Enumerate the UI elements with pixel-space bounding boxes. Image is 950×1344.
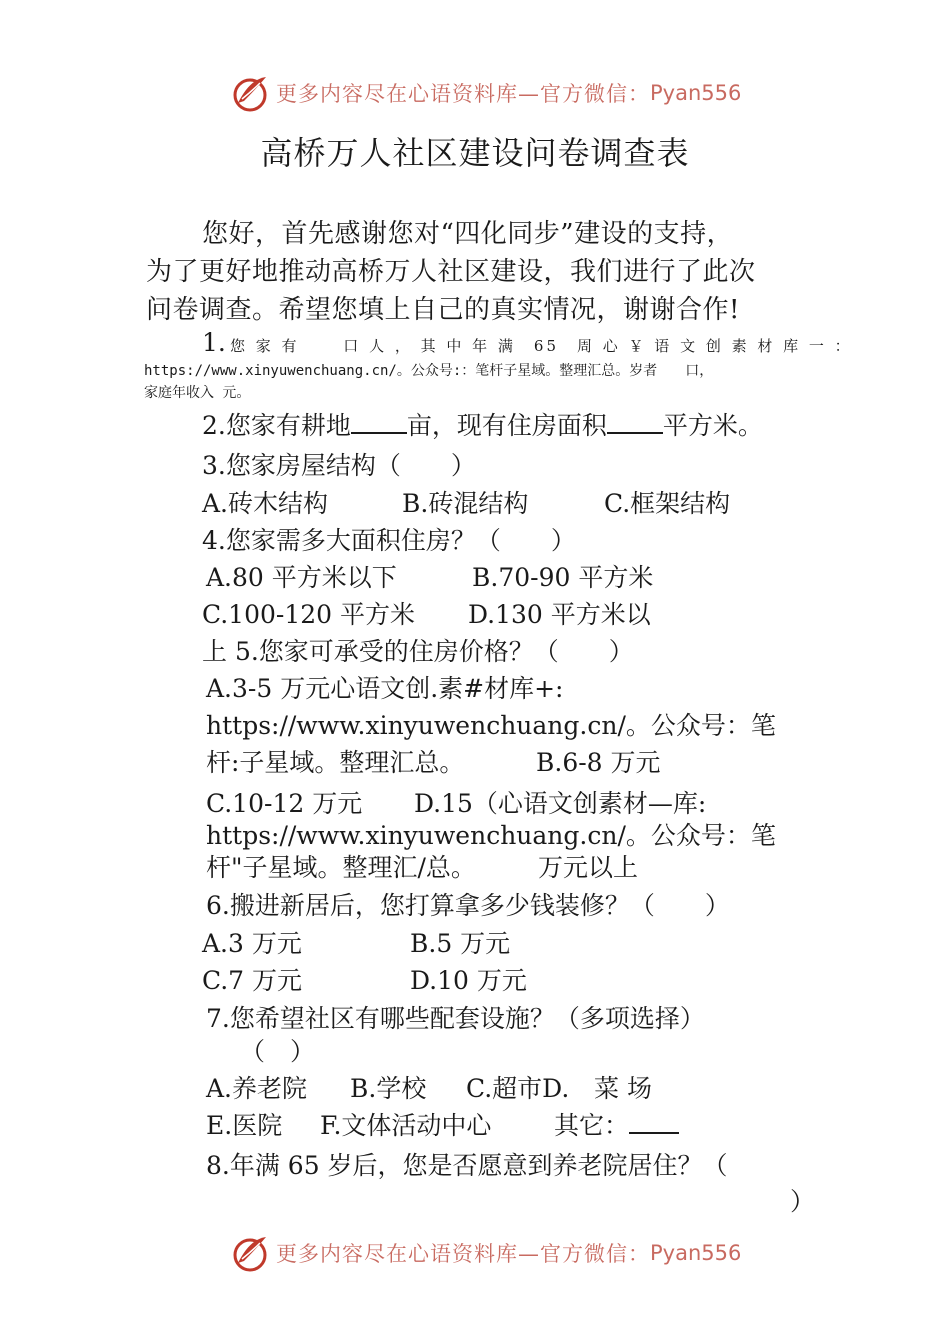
q4-option-d[interactable]: D.130 平方米以 bbox=[468, 600, 651, 629]
q2-blank-land[interactable] bbox=[351, 410, 407, 434]
watermark-id: Pyan556 bbox=[650, 1241, 742, 1265]
intro-line-1: 您好，首先感谢您对“四化同步”建设的支持， bbox=[202, 219, 734, 249]
q7-answer-paren: （ ） bbox=[240, 1037, 316, 1066]
q3-option-a[interactable]: A.砖木结构 bbox=[202, 489, 329, 518]
q5-option-d-tail: 万元以上 bbox=[538, 853, 639, 882]
watermark-text: 更多内容尽在心语资料库—官方微信： bbox=[276, 1242, 650, 1266]
q1-line-2: https://www.xinyuwenchuang.cn/。公众号:：笔杆子星域。整理汇总。岁者 口， bbox=[144, 363, 714, 379]
q6-option-b[interactable]: B.5 万元 bbox=[410, 929, 511, 958]
q6-question: 6.搬进新居后，您打算拿多少钱装修？（ ） bbox=[206, 891, 730, 920]
q7-option-f[interactable]: F.文体活动中心 bbox=[320, 1111, 492, 1140]
q6-option-a[interactable]: A.3 万元 bbox=[202, 929, 302, 958]
watermark-top bbox=[230, 68, 741, 118]
q5-option-d-line-3: 杆"子星域。整理汇/总。 bbox=[206, 853, 476, 882]
q2-blank-area[interactable] bbox=[607, 410, 663, 434]
q7-option-b[interactable]: B.学校 bbox=[350, 1074, 427, 1103]
q2-part-b: 亩，现有住房面积 bbox=[406, 411, 607, 440]
q5-option-a-line-3: 杆:子星域。整理汇总。 bbox=[206, 748, 465, 777]
q5-option-c[interactable]: C.10-12 万元 bbox=[206, 789, 363, 818]
q7-question: 7.您希望社区有哪些配套设施？（多项选择） bbox=[206, 1004, 705, 1033]
intro-line-3: 问卷调查。希望您填上自己的真实情况，谢谢合作! bbox=[146, 295, 740, 325]
q3-question: 3.您家房屋结构（ ） bbox=[202, 451, 476, 480]
q2-part-c: 平方米。 bbox=[662, 411, 763, 440]
q7-option-a[interactable]: A.养老院 bbox=[206, 1074, 308, 1103]
q7-option-d[interactable]: 菜 场 bbox=[594, 1074, 652, 1103]
feather-logo-icon bbox=[230, 1233, 270, 1273]
watermark-bottom bbox=[230, 1228, 741, 1278]
q1-number: 1. bbox=[202, 328, 226, 357]
q6-option-d[interactable]: D.10 万元 bbox=[410, 966, 527, 995]
feather-logo-icon bbox=[230, 73, 270, 113]
q8-close-paren: ） bbox=[790, 1187, 816, 1216]
q5-option-d-line-1[interactable]: D.15（心语文创素材—库: bbox=[414, 789, 707, 818]
q6-option-c[interactable]: C.7 万元 bbox=[202, 966, 303, 995]
q5-question: 上 5.您家可承受的住房价格？（ ） bbox=[202, 637, 634, 666]
q8-question: 8.年满 65 岁后，您是否愿意到养老院居住？（ bbox=[206, 1151, 728, 1180]
q7-other-blank[interactable] bbox=[629, 1110, 679, 1134]
watermark-text: 更多内容尽在心语资料库—官方微信： bbox=[276, 82, 650, 106]
q2 bbox=[202, 406, 763, 442]
q7-other-label: 其它： bbox=[554, 1111, 630, 1140]
q2-part-a: 2.您家有耕地 bbox=[202, 411, 351, 440]
q4-option-b[interactable]: B.70-90 平方米 bbox=[472, 563, 654, 592]
q1-line-3: 家庭年收入 元。 bbox=[144, 385, 251, 401]
watermark-id: Pyan556 bbox=[650, 81, 742, 105]
q5-option-a-line-1[interactable]: A.3-5 万元心语文创.素#材库+: bbox=[206, 674, 564, 703]
page-title: 高桥万人社区建设问卷调查表 bbox=[260, 134, 690, 172]
q7-option-other bbox=[554, 1106, 679, 1142]
q5-option-a-line-2: https://www.xinyuwenchuang.cn/。公众号：笔 bbox=[206, 711, 776, 740]
intro-line-2: 为了更好地推动高桥万人社区建设，我们进行了此次 bbox=[146, 257, 756, 287]
q4-option-a[interactable]: A.80 平方米以下 bbox=[206, 563, 397, 592]
q3-option-c[interactable]: C.框架结构 bbox=[604, 489, 731, 518]
q4-question: 4.您家需多大面积住房？（ ） bbox=[202, 526, 576, 555]
q1-line-1: 您 家 有 口 人 ， 其 中 年 满 65 周 心 ￥ 语 文 创 素 材 库 一 ： bbox=[230, 337, 853, 355]
q5-option-b[interactable]: B.6-8 万元 bbox=[536, 748, 661, 777]
q4-option-c[interactable]: C.100-120 平方米 bbox=[202, 600, 416, 629]
q5-option-d-line-2: https://www.xinyuwenchuang.cn/。公众号：笔 bbox=[206, 821, 776, 850]
q7-option-e[interactable]: E.医院 bbox=[206, 1111, 283, 1140]
q3-option-b[interactable]: B.砖混结构 bbox=[402, 489, 529, 518]
q7-option-c[interactable]: C.超市D. bbox=[466, 1074, 570, 1103]
